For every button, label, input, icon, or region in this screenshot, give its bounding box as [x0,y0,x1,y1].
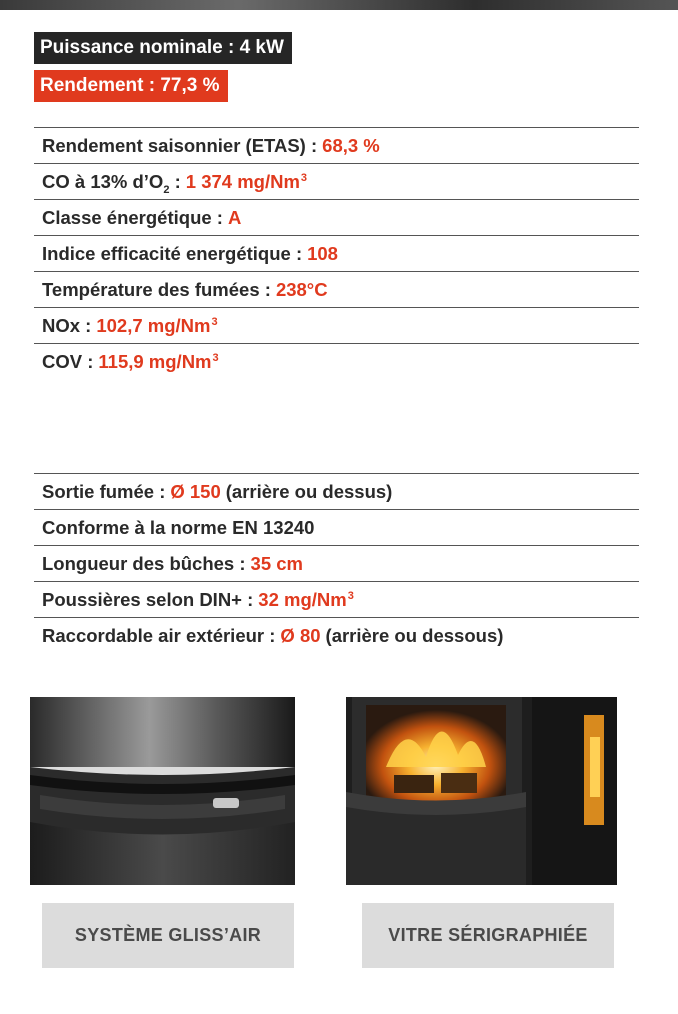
spec-label: Classe énergétique : [42,206,223,228]
spec-value: 238°C [275,278,328,300]
glass-fire-photo [346,697,617,885]
emissions-spec-list [34,127,639,379]
spec-value: 32 mg/Nm$^3$ [258,588,354,610]
spec-row-class [34,199,639,235]
power-badge: Puissance nominale : 4 kW [34,32,292,64]
spec-row-co [34,163,639,199]
spec-suffix: (arrière ou dessous) [325,624,504,646]
spec-value: 102,7 mg/Nm$^3$ [96,314,218,336]
spec-label: NOx : [42,314,92,336]
spec-row-temperature [34,271,639,307]
spec-row-nox [34,307,639,343]
spec-value: 108 [307,242,338,264]
spec-row-outlet [34,473,639,509]
spec-row-dust [34,581,639,617]
serigraphied-glass-button[interactable]: VITRE SÉRIGRAPHIÉE [362,903,614,968]
spec-suffix: (arrière ou dessus) [225,480,393,502]
spec-value: 35 cm [250,552,303,574]
spec-label: CO à 13% $d’O_2$ : [42,170,181,196]
spec-value: 115,9 mg/Nm$^3$ [98,350,219,372]
spec-label: Rendement saisonnier (ETAS) : [42,134,318,156]
spec-label: Indice efficacité energétique : [42,242,303,264]
spec-row-cov [34,343,639,379]
spec-label: COV : [42,350,94,372]
gliss-air-photo [30,697,295,885]
spec-value: Ø 80 [280,624,321,646]
spec-label: Poussières selon DIN+ : [42,588,254,610]
spec-value: 68,3 % [322,134,380,156]
spec-row-log-length [34,545,639,581]
spec-row-norm [34,509,639,545]
spec-label: Température des fumées : [42,278,271,300]
spec-label: Conforme à la norme EN 13240 [42,516,315,538]
spec-row-index [34,235,639,271]
installation-spec-list [34,473,639,653]
top-image-strip [0,0,678,10]
spec-value: Ø 150 [170,480,221,502]
efficiency-badge: Rendement : 77,3 % [34,70,228,102]
spec-row-etas [34,127,639,163]
spec-label: Sortie fumée : [42,480,166,502]
spec-row-outside-air [34,617,639,653]
spec-value: A [227,206,242,228]
spec-value: 1 374 mg/Nm$^3$ [185,170,308,192]
spec-label: Longueur des bûches : [42,552,246,574]
spec-label: Raccordable air extérieur : [42,624,276,646]
gliss-air-button[interactable]: SYSTÈME GLISS’AIR [42,903,294,968]
